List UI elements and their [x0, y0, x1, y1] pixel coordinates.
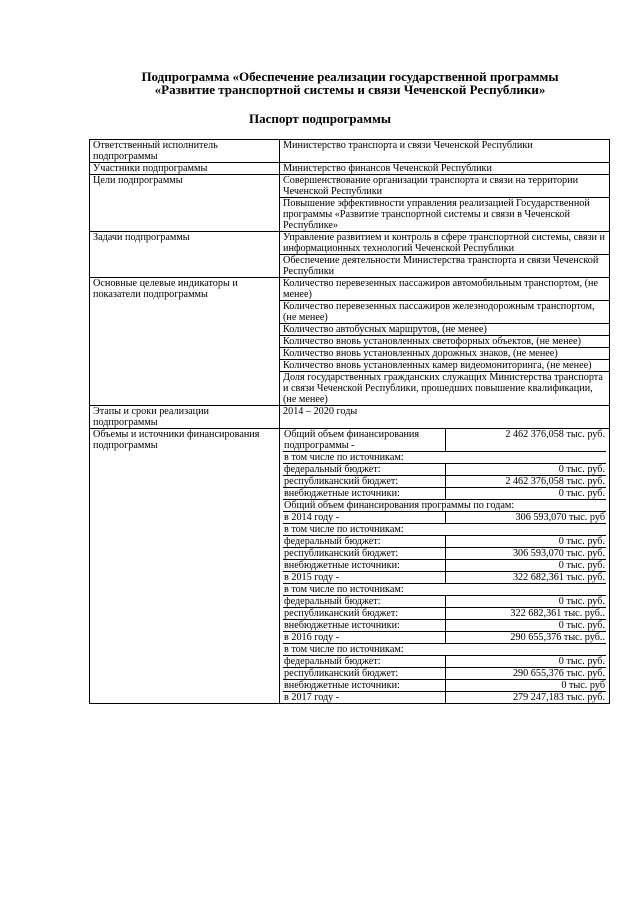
- financing-key: Общий объем финансирования подпрограммы -: [283, 429, 446, 452]
- passport-value: Количество автобусных маршрутов, (не менее): [280, 324, 610, 336]
- financing-key: федеральный бюджет:: [283, 536, 446, 548]
- passport-row: [90, 163, 610, 175]
- passport-value: Количество перевезенных пассажиров автомобильным транспортом, (не менее): [280, 278, 610, 301]
- financing-cell: [280, 429, 610, 704]
- financing-key: в 2017 году -: [284, 692, 340, 703]
- financing-amount: 0 тыс. руб.: [446, 620, 607, 632]
- financing-key: в 2016 году -: [283, 632, 446, 644]
- financing-key: федеральный бюджет:: [283, 596, 446, 608]
- passport-table: [89, 139, 610, 704]
- financing-row: [283, 620, 606, 632]
- passport-label: Этапы и сроки реализации подпрограммы: [90, 406, 280, 429]
- financing-caption: Общий объем финансирования программы по годам:: [283, 500, 606, 512]
- financing-key: внебюджетные источники:: [283, 560, 446, 572]
- financing-amount: 0 тыс. руб.: [446, 560, 607, 572]
- passport-value: Совершенствование организации транспорта и связи на территории Чеченской Республики: [280, 175, 610, 198]
- passport-label: Участники подпрограммы: [90, 163, 280, 175]
- passport-label: Основные целевые индикаторы и показатели подпрограммы: [90, 278, 280, 406]
- financing-amount: 0 тыс. руб: [446, 680, 607, 692]
- financing-amount: 0 тыс. руб.: [446, 464, 607, 476]
- passport-value: Количество вновь установленных дорожных знаков, (не менее): [280, 348, 610, 360]
- financing-row: [283, 524, 606, 536]
- passport-row-financing: [90, 429, 610, 704]
- financing-row: [283, 536, 606, 548]
- passport-value: Количество вновь установленных светофорных объектов, (не менее): [280, 336, 610, 348]
- financing-row: [283, 596, 606, 608]
- financing-row: [283, 644, 606, 656]
- passport-value: Доля государственных гражданских служащих Министерства транспорта и связи Чеченской Республики, прошедших повышение квалификации, (не менее): [280, 372, 610, 406]
- financing-amount: 290 655,376 тыс. руб.: [446, 668, 607, 680]
- passport-label: Задачи подпрограммы: [90, 232, 280, 278]
- financing-row: [283, 680, 606, 692]
- passport-value: Количество перевезенных пассажиров железнодорожным транспортом, (не менее): [280, 301, 610, 324]
- financing-row: [283, 452, 606, 464]
- financing-amount: 322 682,361 тыс. руб..: [446, 608, 607, 620]
- passport-value: Министерство транспорта и связи Чеченской Республики: [280, 140, 610, 163]
- financing-row: [283, 548, 606, 560]
- passport-row: [90, 278, 610, 301]
- financing-table: [283, 429, 606, 703]
- passport-value: Обеспечение деятельности Министерства транспорта и связи Чеченской Республики: [280, 255, 610, 278]
- financing-caption: в том числе по источникам:: [283, 524, 606, 536]
- financing-row: [283, 572, 606, 584]
- financing-amount: 290 655,376 тыс. руб..: [446, 632, 607, 644]
- passport-value: Количество вновь установленных камер видеомониторинга, (не менее): [280, 360, 610, 372]
- financing-row: [283, 464, 606, 476]
- financing-amount: 0 тыс. руб.: [446, 488, 607, 500]
- financing-amount: 0 тыс. руб.: [446, 596, 607, 608]
- financing-amount: 2 462 376,058 тыс. руб.: [446, 476, 607, 488]
- financing-amount: 306 593,070 тыс. руб.: [446, 548, 607, 560]
- passport-row: [90, 175, 610, 198]
- financing-amount: 279 247,183 тыс. руб.: [446, 692, 607, 704]
- financing-caption: в том числе по источникам:: [283, 584, 606, 596]
- passport-value: Повышение эффективности управления реализацией Государственной программы «Развитие транспортной системы и связи в Чеченской Республике»: [280, 198, 610, 232]
- financing-key: республиканский бюджет:: [283, 476, 446, 488]
- financing-key: республиканский бюджет:: [283, 548, 446, 560]
- financing-row: [283, 608, 606, 620]
- financing-row: [283, 429, 606, 452]
- financing-row: [283, 500, 606, 512]
- financing-amount: 0 тыс. руб.: [446, 656, 607, 668]
- document-subtitle: Паспорт подпрограммы: [249, 111, 391, 126]
- passport-value: Управление развитием и контроль в сфере транспортной системы, связи и информационных технологий Чеченской Республики: [280, 232, 610, 255]
- financing-key: республиканский бюджет:: [283, 608, 446, 620]
- financing-row: [283, 488, 606, 500]
- financing-key: республиканский бюджет:: [283, 668, 446, 680]
- passport-value: Министерство финансов Чеченской Республики: [280, 163, 610, 175]
- financing-key: внебюджетные источники:: [283, 620, 446, 632]
- passport-value: 2014 – 2020 годы: [280, 406, 610, 429]
- financing-caption: в том числе по источникам:: [283, 452, 606, 464]
- financing-key: внебюджетные источники:: [283, 488, 446, 500]
- passport-row: [90, 140, 610, 163]
- financing-row: [283, 584, 606, 596]
- financing-row: [283, 560, 606, 572]
- financing-row: [283, 512, 606, 524]
- passport-label: Цели подпрограммы: [90, 175, 280, 232]
- financing-row: [283, 692, 606, 704]
- passport-label: Ответственный исполнитель подпрограммы: [90, 140, 280, 163]
- financing-key: внебюджетные источники:: [283, 680, 446, 692]
- financing-row: [283, 476, 606, 488]
- financing-amount: 2 462 376,058 тыс. руб.: [446, 429, 607, 452]
- financing-key: федеральный бюджет:: [283, 464, 446, 476]
- financing-key: в 2015 году -: [283, 572, 446, 584]
- financing-row: [283, 668, 606, 680]
- financing-amount: 306 593,070 тыс. руб: [446, 512, 607, 524]
- document-title-line-1: Подпрограмма «Обеспечение реализации государственной программы: [141, 69, 559, 84]
- financing-key: в 2014 году -: [283, 512, 446, 524]
- financing-caption: в том числе по источникам:: [283, 644, 606, 656]
- passport-label: Объемы и источники финансирования подпрограммы: [90, 429, 280, 704]
- passport-row: [90, 232, 610, 255]
- financing-row: [283, 632, 606, 644]
- document-title-line-2: «Развитие транспортной системы и связи Чеченской Республики»: [154, 82, 546, 97]
- passport-row: [90, 406, 610, 429]
- financing-key: федеральный бюджет:: [283, 656, 446, 668]
- financing-amount: 322 682,361 тыс. руб.: [446, 572, 607, 584]
- financing-row: [283, 656, 606, 668]
- financing-amount: 0 тыс. руб.: [446, 536, 607, 548]
